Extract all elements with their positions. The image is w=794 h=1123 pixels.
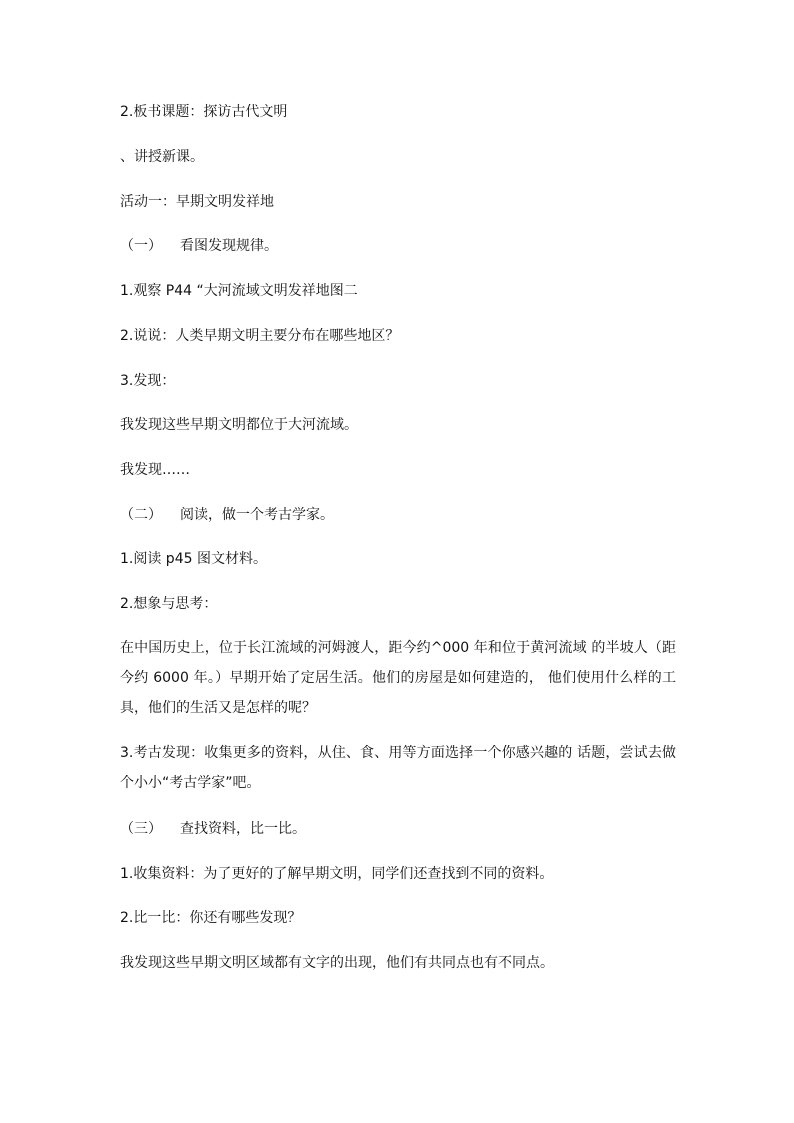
section-one-title: 看图发现规律。 (180, 238, 278, 254)
observe-map-line: 1.观察 P44 “大河流域文明发祥地图二 (120, 283, 358, 299)
history-paragraph: 在中国历史上，位于长江流域的河姆渡人，距今约^000 年和位于黄河流域 的半坡人（距今约 6000 年。）早期开始了定居生活。他们的房屋是如何建造的， 他们使用什么样的工具，他们的生活又是怎样的呢？ (120, 640, 676, 716)
discuss-question-line: 2.说说：人类早期文明主要分布在哪些地区？ (120, 328, 400, 344)
section-two-number: （二） (120, 507, 162, 523)
discover-label-line: 3.发现： (120, 373, 176, 389)
finding-writing-line: 我发现这些早期文明区域都有文字的出现，他们有共同点也有不同点。 (120, 955, 554, 971)
archaeology-paragraph: 3.考古发现：收集更多的资料，从住、食、用等方面选择一个你感兴趣的 话题，尝试去做个小小“考古学家”吧。 (120, 745, 676, 791)
lesson-title-line: 2.板书课题：探访古代文明 (120, 104, 288, 120)
collect-materials-line: 1.收集资料：为了更好的了解早期文明，同学们还查找到不同的资料。 (120, 866, 554, 882)
section-one-number: （一） (120, 238, 162, 254)
section-two-title: 阅读，做一个考古学家。 (180, 507, 334, 523)
compare-question-line: 2.比一比：你还有哪些发现？ (120, 910, 302, 926)
read-materials-line: 1.阅读 p45 图文材料。 (120, 551, 267, 567)
imagine-think-line: 2.想象与思考： (120, 596, 218, 612)
section-three-title: 查找资料，比一比。 (180, 821, 306, 837)
new-lesson-heading: 、讲授新课。 (120, 149, 204, 165)
section-three-heading (120, 819, 306, 839)
finding-river-line: 我发现这些早期文明都位于大河流域。 (120, 417, 358, 433)
section-two-heading (120, 505, 334, 525)
section-three-number: （三） (120, 821, 162, 837)
section-one-heading (120, 236, 278, 256)
activity-one-heading: 活动一：早期文明发祥地 (120, 194, 274, 210)
finding-more-line: 我发现…… (120, 462, 190, 478)
